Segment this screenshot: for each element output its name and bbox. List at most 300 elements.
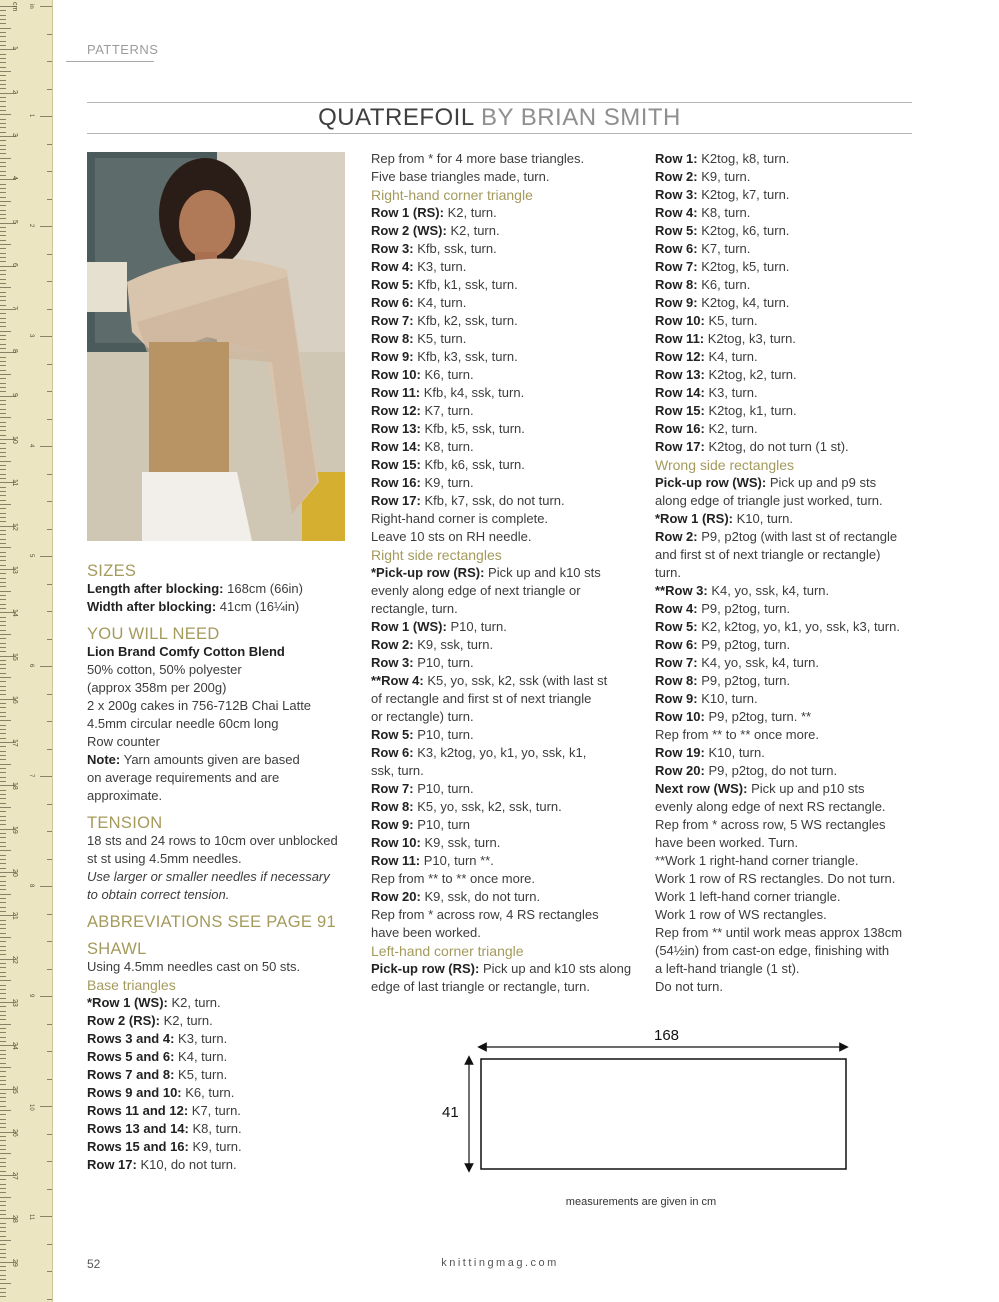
ruler-tick xyxy=(0,404,6,405)
ruler-inch-tick xyxy=(40,116,52,117)
title-main: QUATREFOIL xyxy=(318,104,474,131)
ruler-tick xyxy=(0,868,6,869)
ruler-inch-tick xyxy=(47,1051,52,1052)
ruler-tick xyxy=(0,1024,11,1025)
tension-italic: to obtain correct tension. xyxy=(87,887,230,902)
ruler-tick xyxy=(0,374,11,375)
ruler-cm-number: 6 xyxy=(11,262,18,267)
ruler-tick xyxy=(0,876,6,877)
ws-row2-cont: and first st of next triangle or rectangle) xyxy=(655,547,881,562)
spacer xyxy=(87,931,352,940)
diagram-note: measurements are given in cm xyxy=(565,1196,717,1208)
ruler-tick xyxy=(0,980,11,981)
ruler-tick xyxy=(0,1257,6,1258)
instruction-row: Row 10: K6, turn. xyxy=(371,367,474,382)
shawl-heading: SHAWL xyxy=(87,940,147,958)
ruler-tick xyxy=(0,690,6,691)
ruler-inch-tick xyxy=(47,529,52,530)
ruler-inch-tick xyxy=(47,61,52,62)
ruler-inch-tick xyxy=(47,364,52,365)
ruler-tick xyxy=(0,287,11,288)
ruler-tick xyxy=(0,1114,6,1115)
ruler-tick xyxy=(0,972,6,973)
instruction-row: Row 2: K9, turn. xyxy=(655,169,751,184)
ruler-cm-number: 22 xyxy=(11,955,18,964)
ruler-tick xyxy=(0,119,6,120)
width-line: Width after blocking: 41cm (16¼in) xyxy=(87,599,300,614)
ruler-unit-in: in xyxy=(28,4,34,9)
ruler-tick xyxy=(0,318,6,319)
ruler-tick xyxy=(0,1179,6,1180)
ruler-tick xyxy=(0,634,11,635)
row20-line: Row 20: K9, ssk, do not turn. xyxy=(371,889,541,904)
ruler-tick xyxy=(0,729,6,730)
page-number: 52 xyxy=(87,1257,101,1271)
instruction-row: Row 1: K2tog, k8, turn. xyxy=(655,151,790,166)
ruler-tick xyxy=(0,1145,6,1146)
ruler-tick xyxy=(0,171,6,172)
ruler-tick xyxy=(0,850,11,851)
ruler-tick xyxy=(0,1201,6,1202)
ruler-tick xyxy=(0,1171,6,1172)
ruler-tick xyxy=(0,1184,6,1185)
ruler-inch-tick xyxy=(40,666,52,667)
ruler-tick xyxy=(0,1019,6,1020)
ruler-inch-tick xyxy=(40,1216,52,1217)
ruler-cm-number: 3 xyxy=(11,132,18,137)
ruler-tick xyxy=(0,240,6,241)
ruler-tick xyxy=(0,1097,6,1098)
ruler-tick xyxy=(0,556,6,557)
section-rule xyxy=(66,61,154,62)
ruler-tick xyxy=(0,686,6,687)
ruler-inch-tick xyxy=(47,914,52,915)
row6-cont: ssk, turn. xyxy=(371,763,424,778)
ruler-tick xyxy=(0,469,6,470)
ruler-tick xyxy=(0,560,6,561)
ruler-tick xyxy=(0,132,6,133)
ruler-tick xyxy=(0,452,6,453)
ruler-tick xyxy=(0,647,6,648)
ruler-inch-tick xyxy=(47,144,52,145)
ruler-tick xyxy=(0,1015,6,1016)
ruler-tick xyxy=(0,1071,6,1072)
ruler-tick xyxy=(0,140,6,141)
ruler-tick xyxy=(0,1028,6,1029)
ruler-tick xyxy=(0,413,6,414)
ruler-tick xyxy=(0,998,6,999)
need-line: (approx 358m per 200g) xyxy=(87,680,227,695)
ruler-tick xyxy=(0,1214,6,1215)
instruction-row: Row 3: P10, turn. xyxy=(371,655,474,670)
ruler-tick xyxy=(0,608,6,609)
ruler-tick xyxy=(0,643,6,644)
ruler-tick xyxy=(0,625,6,626)
rep-line: Rep from ** to ** once more. xyxy=(371,871,536,886)
website: knittingmag.com xyxy=(441,1257,559,1269)
final-line: (54½in) from cast-on edge, finishing with xyxy=(655,943,890,958)
final-line: Work 1 row of RS rectangles. Do not turn. xyxy=(655,871,896,886)
ruler-tick xyxy=(0,985,6,986)
ruler-tick xyxy=(0,547,11,548)
column-1 xyxy=(87,562,352,1174)
ruler-inch-number: 10 xyxy=(28,1104,34,1111)
column-3 xyxy=(655,150,915,996)
ruler-tick xyxy=(0,426,6,427)
ruler-tick xyxy=(0,781,6,782)
ruler-tick xyxy=(0,88,6,89)
ruler-tick xyxy=(0,1106,6,1107)
ruler-tick xyxy=(0,235,6,236)
ruler-tick xyxy=(0,543,6,544)
ruler-tick xyxy=(0,604,6,605)
title-rule-top xyxy=(87,102,912,103)
next-row-line: Next row (WS): Pick up and p10 sts xyxy=(655,781,865,796)
yarn-name: Lion Brand Comfy Cotton Blend xyxy=(87,644,285,659)
ruler-tick xyxy=(0,19,6,20)
ruler-tick xyxy=(0,599,6,600)
ruler-cm-number: 8 xyxy=(11,349,18,354)
ruler-tick xyxy=(0,192,6,193)
instruction-row: Row 3: K2tog, k7, turn. xyxy=(655,187,790,202)
ruler-tick xyxy=(0,1236,6,1237)
ruler-tick xyxy=(0,495,6,496)
ruler-tick xyxy=(0,1119,6,1120)
ruler-inch-tick xyxy=(47,749,52,750)
ruler-tick xyxy=(0,210,6,211)
ruler-tick xyxy=(0,668,6,669)
pickup-cont: evenly along edge of next triangle or xyxy=(371,583,581,598)
ruler-tick xyxy=(0,1205,6,1206)
ruler-inch-tick xyxy=(40,226,52,227)
need-line: 2 x 200g cakes in 756-712B Chai Latte xyxy=(87,698,312,713)
final-line: Work 1 left-hand corner triangle. xyxy=(655,889,841,904)
ws-rect-heading: Wrong side rectangles xyxy=(655,457,795,473)
ruler-tick xyxy=(0,707,6,708)
ruler-inch-tick xyxy=(40,886,52,887)
ruler-tick xyxy=(0,963,6,964)
ruler-tick xyxy=(0,344,6,345)
rh-rows xyxy=(371,204,641,510)
instruction-row: Rows 11 and 12: K7, turn. xyxy=(87,1103,241,1118)
final-line: Work 1 row of WS rectangles. xyxy=(655,907,827,922)
ruler-tick xyxy=(0,816,6,817)
ruler-tick xyxy=(0,114,11,115)
instruction-row: Row 7: P10, turn. xyxy=(371,781,474,796)
ruler-cm-number: 15 xyxy=(11,652,18,661)
ruler-tick xyxy=(0,712,6,713)
ruler-tick xyxy=(0,244,11,245)
rh-after: Right-hand corner is complete. xyxy=(371,511,549,526)
ruler-inch-tick xyxy=(40,336,52,337)
instruction-row: Row 9: P10, turn xyxy=(371,817,471,832)
ruler-tick xyxy=(0,201,11,202)
ruler-tick xyxy=(0,197,6,198)
ruler-tick xyxy=(0,231,6,232)
ruler-tick xyxy=(0,755,6,756)
final-line: **Work 1 right-hand corner triangle. xyxy=(655,853,859,868)
ruler-tick xyxy=(0,1227,6,1228)
ruler-tick xyxy=(0,361,6,362)
instruction-row: Rows 3 and 4: K3, turn. xyxy=(87,1031,228,1046)
ruler-tick xyxy=(0,214,6,215)
intro-line: Rep from * for 4 more base triangles. xyxy=(371,151,585,166)
ruler-tick xyxy=(0,946,6,947)
ruler-tick xyxy=(0,36,6,37)
ruler-inch-tick xyxy=(47,1189,52,1190)
ruler-tick xyxy=(0,227,6,228)
ruler-tick xyxy=(0,23,6,24)
ruler-inch-tick xyxy=(47,474,52,475)
ruler-tick xyxy=(0,1162,6,1163)
ruler-cm-number: 14 xyxy=(11,609,18,617)
instruction-row: Row 13: K2tog, k2, turn. xyxy=(655,367,797,382)
ruler-tick xyxy=(0,751,6,752)
instruction-row: Row 6: K7, turn. xyxy=(655,241,751,256)
ruler-tick xyxy=(0,759,6,760)
ruler-tick xyxy=(0,725,6,726)
ruler-tick xyxy=(0,365,6,366)
ruler-tick xyxy=(0,1279,6,1280)
ruler-tick xyxy=(0,1153,11,1154)
ruler-tick xyxy=(0,1197,11,1198)
ruler-tick xyxy=(0,110,6,111)
ruler-tick xyxy=(0,768,6,769)
ruler-tick xyxy=(0,1253,6,1254)
ruler-tick xyxy=(0,885,6,886)
ruler-tick xyxy=(0,335,6,336)
ruler-tick xyxy=(0,933,6,934)
ruler-tick xyxy=(0,465,6,466)
ruler-tick xyxy=(0,746,6,747)
title-author: BY BRIAN SMITH xyxy=(480,104,681,131)
ruler-tick xyxy=(0,954,6,955)
ruler-tick xyxy=(0,1231,6,1232)
ruler-tick xyxy=(0,617,6,618)
base-rows xyxy=(87,994,352,1174)
ruler-tick xyxy=(0,84,6,85)
ruler-inch-tick xyxy=(40,1106,52,1107)
instruction-row: Row 7: K4, yo, ssk, k4, turn. xyxy=(655,655,820,670)
ruler-inch-tick xyxy=(47,584,52,585)
tension-heading: TENSION xyxy=(87,814,163,832)
ruler-tick xyxy=(0,1037,6,1038)
ruler-tick xyxy=(0,218,6,219)
ruler-tick xyxy=(0,1080,6,1081)
ruler-tick xyxy=(0,716,6,717)
ruler-tick xyxy=(0,322,6,323)
ruler-tick xyxy=(0,1149,6,1150)
title-rule-bottom xyxy=(87,133,912,134)
instruction-row: Row 3: Kfb, ssk, turn. xyxy=(371,241,497,256)
ruler-tick xyxy=(0,586,6,587)
ruler-tick xyxy=(0,790,6,791)
ruler-inch-tick xyxy=(47,254,52,255)
need-line: Row counter xyxy=(87,734,160,749)
ruler-cm-number: 18 xyxy=(11,782,18,791)
pickup-cont: rectangle, turn. xyxy=(371,601,458,616)
instruction-row: Row 9: Kfb, k3, ssk, turn. xyxy=(371,349,518,364)
ruler-inch-number: 7 xyxy=(28,774,34,778)
instruction-row: Row 5: Kfb, k1, ssk, turn. xyxy=(371,277,518,292)
ruler-cm-number: 20 xyxy=(11,869,18,877)
shawl-intro: Using 4.5mm needles cast on 50 sts. xyxy=(87,959,301,974)
ruler-tick xyxy=(0,720,11,721)
ruler-inch-tick xyxy=(40,446,52,447)
ruler-tick xyxy=(0,1101,6,1102)
ruler-tick xyxy=(0,1067,11,1068)
ruler-tick xyxy=(0,1283,11,1284)
ruler-tick xyxy=(0,357,6,358)
rs-rows-b xyxy=(371,780,641,870)
instruction-row: Row 5: K2, k2tog, yo, k1, yo, ssk, k3, turn. xyxy=(655,619,900,634)
final-line: evenly along edge of next RS rectangle. xyxy=(655,799,886,814)
instruction-row: Row 2: K9, ssk, turn. xyxy=(371,637,494,652)
ruler-tick xyxy=(0,539,6,540)
ruler-tick xyxy=(0,175,6,176)
ruler-tick xyxy=(0,508,6,509)
ruler-inch-tick xyxy=(47,804,52,805)
ruler-cm-number: 25 xyxy=(11,1085,18,1094)
ruler-tick xyxy=(0,391,6,392)
ruler-tick xyxy=(0,253,6,254)
ruler-inch-tick xyxy=(40,556,52,557)
ruler-tick xyxy=(0,911,6,912)
ruler-tick xyxy=(0,811,6,812)
instruction-row: Row 15: K2tog, k1, turn. xyxy=(655,403,797,418)
ruler-inch-tick xyxy=(47,1299,52,1300)
ruler-inch-tick xyxy=(47,419,52,420)
ruler-inch-tick xyxy=(47,1271,52,1272)
ruler-inch-number: 2 xyxy=(28,224,34,228)
ruler-tick xyxy=(0,1292,6,1293)
ruler-tick xyxy=(0,387,6,388)
instruction-row: Rows 7 and 8: K5, turn. xyxy=(87,1067,228,1082)
ruler-tick xyxy=(0,153,6,154)
ruler-tick xyxy=(0,798,6,799)
ruler-tick xyxy=(0,417,11,418)
instruction-row: Row 4: P9, p2tog, turn. xyxy=(655,601,791,616)
rh-after: Leave 10 sts on RH needle. xyxy=(371,529,532,544)
ruler-tick xyxy=(0,1136,6,1137)
ruler-tick xyxy=(0,833,6,834)
ruler-tick xyxy=(0,807,11,808)
ruler-inch-tick xyxy=(40,6,52,7)
ruler-inch-tick xyxy=(47,199,52,200)
instruction-row: Row 7: K2tog, k5, turn. xyxy=(655,259,790,274)
instruction-row: *Row 1 (WS): K2, turn. xyxy=(87,995,221,1010)
rs-rows-a xyxy=(371,618,641,672)
ruler-tick xyxy=(0,1032,6,1033)
ruler-tick xyxy=(0,1240,11,1241)
ruler-tick xyxy=(0,296,6,297)
instruction-row: Row 11: P10, turn **. xyxy=(371,853,494,868)
ruler-cm-number: 27 xyxy=(11,1172,18,1180)
ruler-tick xyxy=(0,270,6,271)
ruler-inch-number: 6 xyxy=(28,664,34,668)
ruler-tick xyxy=(0,257,6,258)
ws-row2-cont: turn. xyxy=(655,565,682,580)
ruler-tick xyxy=(0,80,6,81)
instruction-row: Row 1 (RS): K2, turn. xyxy=(371,205,497,220)
spacer xyxy=(87,805,352,814)
ruler-cm-number: 29 xyxy=(11,1258,18,1267)
ruler-cm-number: 21 xyxy=(11,912,18,921)
ruler-tick xyxy=(0,820,6,821)
ruler-tick xyxy=(0,733,6,734)
ruler-cm-number: 19 xyxy=(11,825,18,834)
ruler-inch-tick xyxy=(47,941,52,942)
ruler-tick xyxy=(0,1054,6,1055)
ruler-tick xyxy=(0,300,6,301)
ruler-cm-number: 26 xyxy=(11,1128,18,1137)
ruler-tick xyxy=(0,651,6,652)
ruler-inch-tick xyxy=(47,309,52,310)
rs-rect-heading: Right side rectangles xyxy=(371,547,502,563)
spacer xyxy=(87,904,352,913)
ruler-inch-tick xyxy=(47,1024,52,1025)
lh-pick-cont: edge of last triangle or rectangle, turn. xyxy=(371,979,590,994)
lh-pick-line: Pick-up row (RS): Pick up and k10 sts along xyxy=(371,961,632,976)
ruler-tick xyxy=(0,149,6,150)
ruler-tick xyxy=(0,305,6,306)
ruler-tick xyxy=(0,370,6,371)
ruler-inch-tick xyxy=(47,639,52,640)
ruler-cm-number: 7 xyxy=(11,306,18,310)
ruler-inch-tick xyxy=(40,776,52,777)
ruler-tick xyxy=(0,1093,6,1094)
ruler-tick xyxy=(0,889,6,890)
ruler-tick xyxy=(0,1223,6,1224)
column-2 xyxy=(371,150,641,996)
ruler-tick xyxy=(0,772,6,773)
ruler-tick xyxy=(0,681,6,682)
pickup-line: *Pick-up row (RS): Pick up and k10 sts xyxy=(371,565,601,580)
ruler-tick xyxy=(0,660,6,661)
ruler-tick xyxy=(0,474,6,475)
ruler-tick xyxy=(0,127,6,128)
ws-pick-line: Pick-up row (WS): Pick up and p9 sts xyxy=(655,475,877,490)
ruler-cm-number: 13 xyxy=(11,565,18,574)
instruction-row: Rows 9 and 10: K6, turn. xyxy=(87,1085,235,1100)
ruler-inch-tick xyxy=(47,89,52,90)
ruler-tick xyxy=(0,1140,6,1141)
ruler-tick xyxy=(0,166,6,167)
ruler-tick xyxy=(0,331,11,332)
ruler-tick xyxy=(0,1296,6,1297)
ruler-tick xyxy=(0,1244,6,1245)
ruler-tick xyxy=(0,703,6,704)
ruler-tick xyxy=(0,881,6,882)
ws-pick-cont: along edge of triangle just worked, turn. xyxy=(655,493,883,508)
instruction-row: Row 17: K10, do not turn. xyxy=(87,1157,237,1172)
instruction-row: Row 1 (WS): P10, turn. xyxy=(371,619,507,634)
ws-row1-line: *Row 1 (RS): K10, turn. xyxy=(655,511,793,526)
ruler-tick xyxy=(0,595,6,596)
row19-line: Row 19: K10, turn. xyxy=(655,745,765,760)
ruler-inch-tick xyxy=(47,611,52,612)
ruler-inch-number: 5 xyxy=(28,554,34,558)
ruler-cm-number: 10 xyxy=(11,436,18,444)
ruler-cm-number: 12 xyxy=(11,522,18,531)
ruler-cm-number: 4 xyxy=(11,176,18,181)
ruler-tick xyxy=(0,45,6,46)
ruler-tick xyxy=(0,184,6,185)
ruler-tick xyxy=(0,928,6,929)
ruler-inch-number: 1 xyxy=(28,114,34,118)
ruler-inch-tick xyxy=(47,171,52,172)
rep-line: have been worked. xyxy=(371,925,481,940)
